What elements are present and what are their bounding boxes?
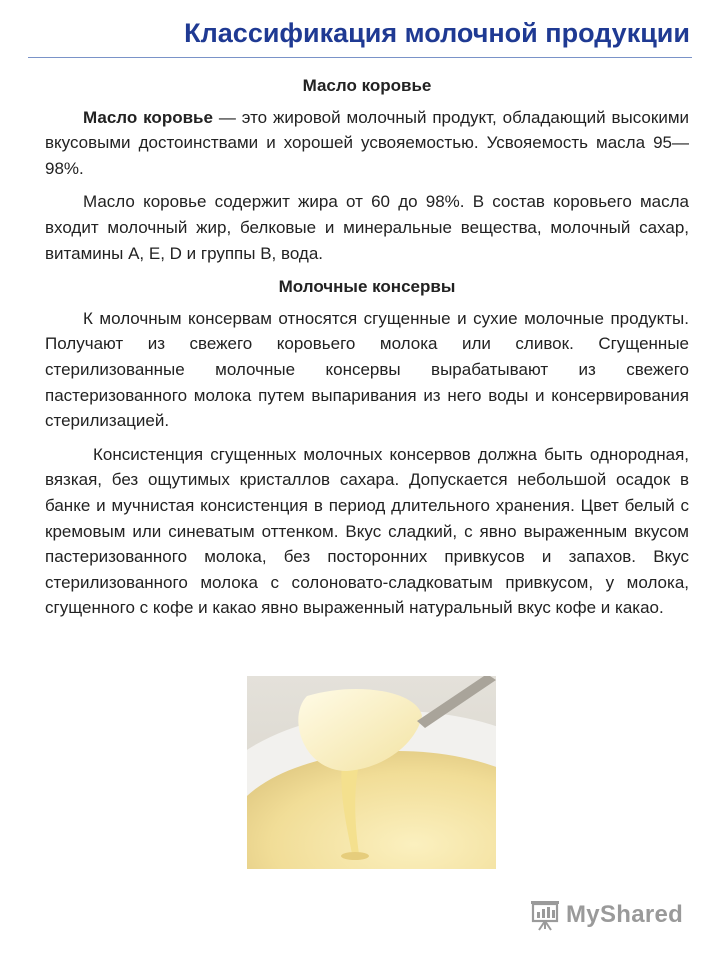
paragraph-canned-milk-definition: К молочным консервам относятся сгущенные и сухие молочные продукты. Получают из свежего коровьего молока или сливок. Сгущенные стерилизованные молочные консервы вырабатывают из свежего пастеризованного молока путем выпаривания из него воды и консервирования стерилизацией. (45, 308, 689, 431)
watermark-text: MyShared (566, 901, 684, 928)
paragraph-canned-milk-consistency: Консистенция сгущенных молочных консервов должна быть однородная, вязкая, без ощутимых кристаллов сахара. Допускается небольшой осадок в банке и мучнистая консистенция в период длительного хранения. Цвет белый с кремовым или синеватым оттенком. Вкус сладкий, с явно выраженным вкусом пастеризованного молока, без посторонних привкусов и запахов. Вкус стерилизованного молока с солоновато-сладковатым привкусом, у молока, сгущенного с кофе и какао явно выраженный натуральный вкус кофе и какао. (45, 444, 689, 618)
condensed-milk-photo (247, 676, 496, 869)
myshared-watermark (528, 897, 688, 933)
projector-screen-icon (528, 898, 562, 932)
title-underline (28, 57, 692, 58)
section-heading-butter: Масло коровье (302, 76, 432, 95)
term-butter: Масло коровье (83, 107, 213, 127)
paragraph-butter-composition: Масло коровье содержит жира от 60 до 98%. В состав коровьего масла входит молочный жир, белковые и минеральные вещества, молочный сахар, витамины А, Е, D и группы В, вода. (45, 192, 689, 263)
page-title: Классификация молочной продукции (184, 18, 690, 48)
paragraph-butter-definition (45, 105, 689, 182)
document-body (45, 70, 689, 629)
section-heading-canned-milk: Молочные консервы (278, 277, 456, 297)
paragraph-butter-definition-text: — это жировой молочный продукт, обладающий высокими вкусовыми достоинствами и хорошей усвояемостью. Усвояемость масла 95—98%. (45, 107, 689, 178)
